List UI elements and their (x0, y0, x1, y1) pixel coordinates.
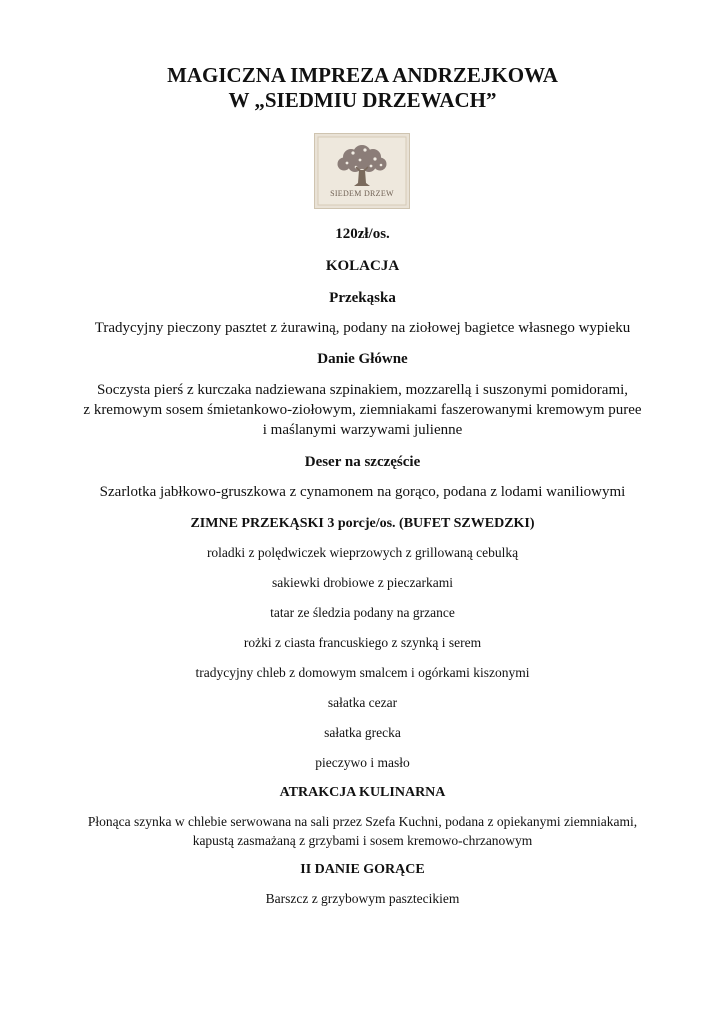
price: 120zł/os. (335, 226, 390, 242)
starter-description: Tradycyjny pieczony pasztet z żurawiną, podany na ziołowej bagietce własnego wypieku (94, 320, 631, 336)
restaurant-logo (314, 133, 410, 209)
section-heading-dinner: KOLACJA (325, 258, 400, 274)
cold-starter-item: sałatka cezar (327, 695, 398, 710)
logo-text: SIEDEM DRZEW (330, 189, 394, 198)
main-course-heading: Danie Główne (317, 351, 408, 367)
dessert-heading: Deser na szczęście (304, 454, 421, 470)
cold-starter-item: tatar ze śledzia podany na grzance (270, 605, 455, 620)
attraction-line-1: Płonąca szynka w chlebie serwowana na sali przez Szefa Kuchni, podana z opiekanymi ziemniakami, (87, 814, 638, 829)
starter-heading: Przekąska (329, 290, 396, 306)
cold-starter-item: rożki z ciasta francuskiego z szynką i serem (243, 635, 482, 650)
second-hot-heading: II DANIE GORĄCE (300, 862, 425, 877)
page-title-line-2: W „SIEDMIU DRZEWACH” (228, 88, 497, 112)
tree-logo-icon (315, 134, 409, 208)
attraction-heading: ATRAKCJA KULINARNA (279, 785, 446, 800)
main-course-line-3: i maślanymi warzywami julienne (262, 422, 463, 438)
cold-starters-heading: ZIMNE PRZEKĄSKI 3 porcje/os. (BUFET SZWEDZKI) (190, 516, 535, 531)
main-course-line-1: Soczysta pierś z kurczaka nadziewana szpinakiem, mozzarellą i suszonymi pomidorami, (96, 382, 629, 398)
attraction-line-2: kapustą zasmażaną z grzybami i sosem kremowo-chrzanowym (192, 833, 533, 848)
cold-starter-item: sakiewki drobiowe z pieczarkami (271, 575, 454, 590)
main-course-line-2: z kremowym sosem śmietankowo-ziołowym, ziemniakami faszerowanymi kremowym puree (83, 402, 642, 418)
cold-starter-item: sałatka grecka (324, 725, 401, 740)
dessert-description: Szarlotka jabłkowo-gruszkowa z cynamonem na gorąco, podana z lodami waniliowymi (99, 484, 626, 500)
cold-starter-item: roladki z polędwiczek wieprzowych z grillowaną cebulką (206, 545, 519, 560)
cold-starter-item: pieczywo i masło (315, 755, 410, 770)
cold-starter-item: tradycyjny chleb z domowym smalcem i ogórkami kiszonymi (195, 665, 530, 680)
page-title-line-1: MAGICZNA IMPREZA ANDRZEJKOWA (167, 63, 558, 87)
second-hot-description: Barszcz z grzybowym pasztecikiem (265, 891, 460, 906)
